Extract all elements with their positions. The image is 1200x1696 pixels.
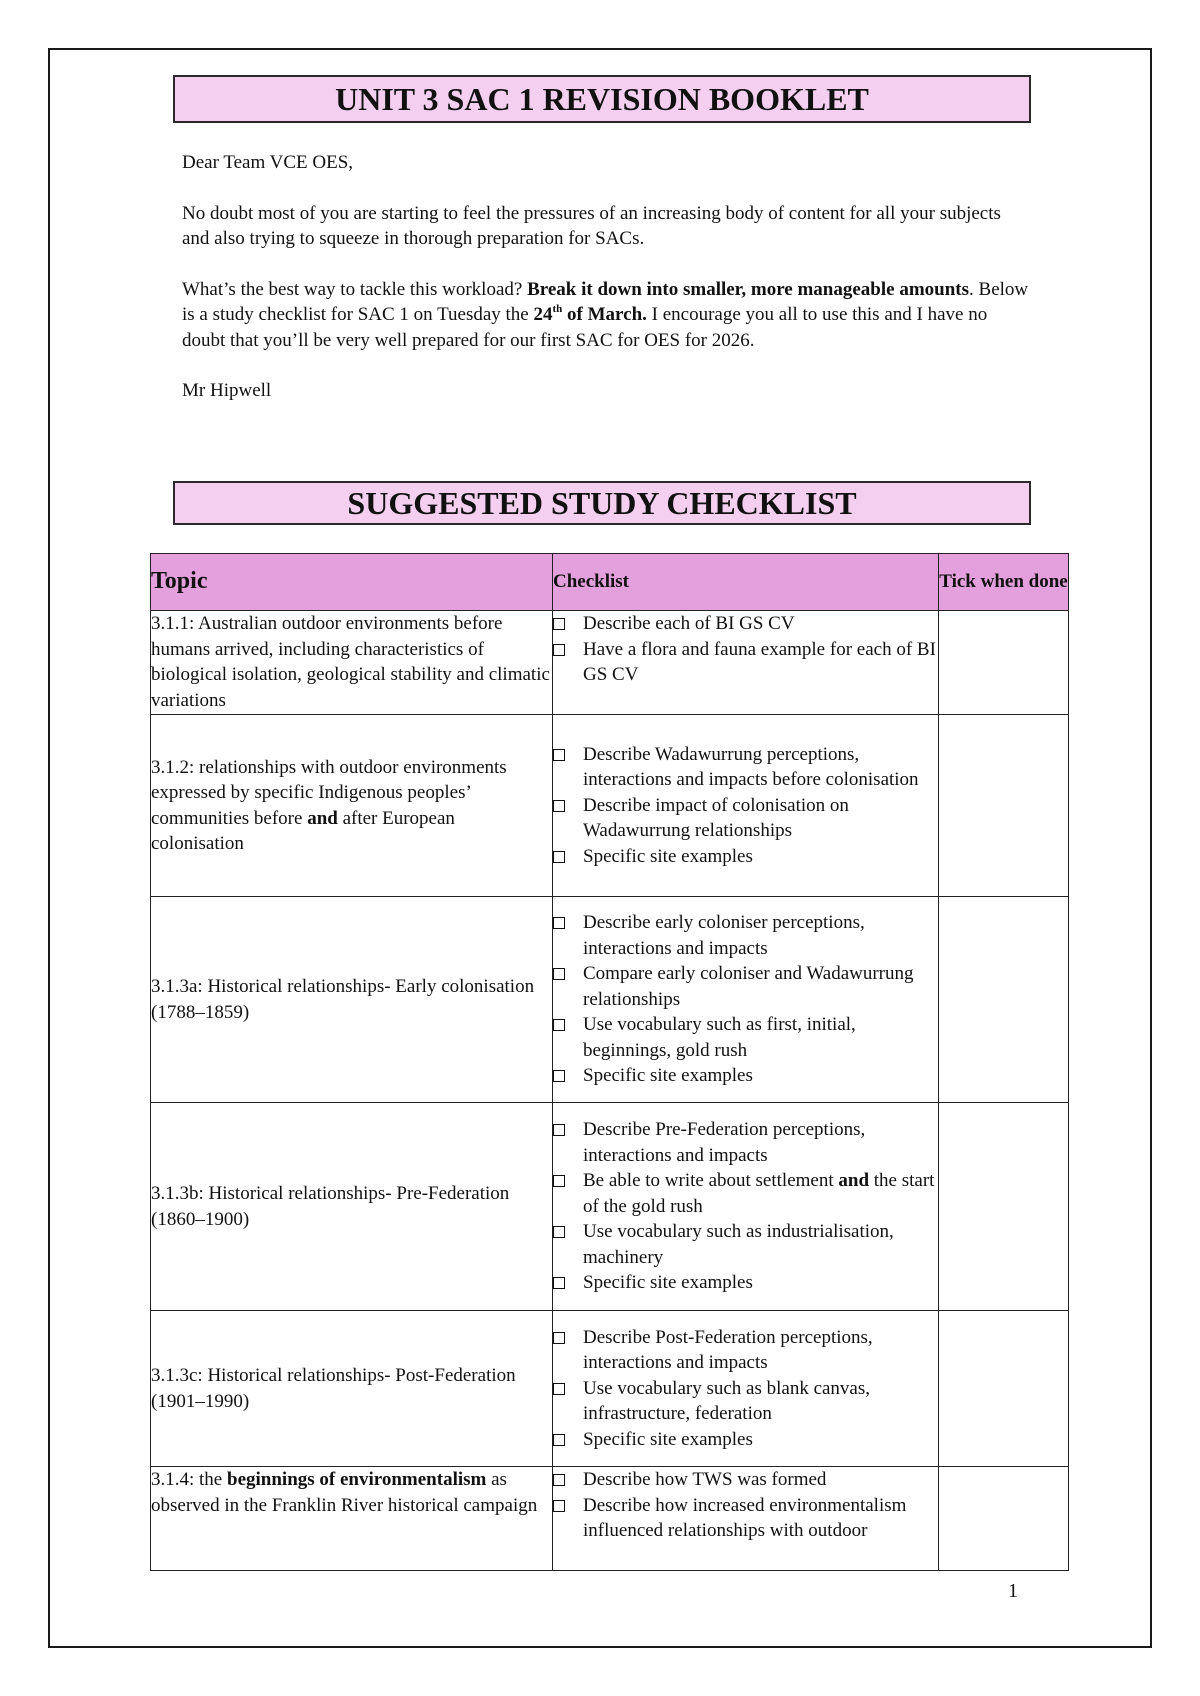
topic-cell: 3.1.3b: Historical relationships- Pre-Federation (1860–1900) bbox=[151, 1103, 553, 1311]
checklist-item bbox=[553, 611, 938, 637]
checklist-item-text: Be able to write about settlement and the start of the gold rush bbox=[583, 1170, 935, 1217]
checklist-item bbox=[553, 1117, 938, 1168]
checklist-cell bbox=[553, 897, 939, 1103]
checklist-item-text: Use vocabulary such as blank canvas, infrastructure, federation bbox=[583, 1377, 871, 1425]
topic-cell: 3.1.1: Australian outdoor environments before humans arrived, including characteristics of biological isolation, geological stability and climatic variations bbox=[151, 611, 553, 715]
checkbox-icon[interactable] bbox=[553, 1175, 565, 1187]
checklist-item bbox=[553, 637, 938, 688]
letter-paragraph-2: What’s the best way to tackle this workload? Break it down into smaller, more manageable amounts. Below is a study checklist for SAC 1 on Tuesday the 24th of March. I encourage you all to use this and I have no doubt that you’ll be very well prepared for our first SAC for OES for 2026. bbox=[182, 278, 1029, 351]
checklist-item bbox=[553, 961, 938, 1012]
checkbox-icon[interactable] bbox=[553, 800, 565, 812]
checklist-cell bbox=[553, 1467, 939, 1571]
checklist-item bbox=[553, 1376, 938, 1427]
booklet-title: UNIT 3 SAC 1 REVISION BOOKLET bbox=[173, 75, 1031, 123]
checkbox-icon[interactable] bbox=[553, 1332, 565, 1344]
letter-paragraph-1: No doubt most of you are starting to feel the pressures of an increasing body of content for all your subjects and also trying to squeeze in thorough preparation for SACs. bbox=[182, 202, 1001, 249]
letter-signoff: Mr Hipwell bbox=[182, 380, 272, 401]
topic-cell: 3.1.2: relationships with outdoor environments expressed by specific Indigenous peoples’ communities before and after European colonisation bbox=[151, 715, 553, 897]
checklist-item-text: Describe each of BI GS CV bbox=[583, 613, 795, 634]
checkbox-icon[interactable] bbox=[553, 1383, 565, 1395]
checklist-item bbox=[553, 793, 938, 844]
checklist-item-text: Use vocabulary such as industrialisation, machinery bbox=[583, 1221, 894, 1268]
checkbox-icon[interactable] bbox=[553, 1019, 565, 1031]
table-row bbox=[151, 1103, 1069, 1311]
tick-cell[interactable] bbox=[939, 1103, 1069, 1311]
checklist-item-text: Compare early coloniser and Wadawurrung relationships bbox=[583, 963, 914, 1010]
checklist-item-text: Specific site examples bbox=[583, 1428, 753, 1450]
checkbox-icon[interactable] bbox=[553, 1500, 565, 1512]
checklist-item-text: Describe how increased environmentalism influenced relationships with outdoor bbox=[583, 1494, 907, 1541]
table-body bbox=[151, 611, 1069, 1571]
tick-cell[interactable] bbox=[939, 897, 1069, 1103]
checklist-item bbox=[553, 1467, 938, 1493]
checklist-cell bbox=[553, 715, 939, 897]
topic-cell: 3.1.4: the beginnings of environmentalism as observed in the Franklin River historical campaign bbox=[151, 1467, 553, 1571]
header-topic: Topic bbox=[151, 554, 553, 611]
checklist-item-text: Describe impact of colonisation on Wadawurrung relationships bbox=[583, 794, 849, 842]
tick-cell[interactable] bbox=[939, 715, 1069, 897]
table-row bbox=[151, 897, 1069, 1103]
checklist-item-text: Describe early coloniser perceptions, interactions and impacts bbox=[583, 912, 865, 959]
checklist-item bbox=[553, 1012, 938, 1063]
checkbox-icon[interactable] bbox=[553, 1226, 565, 1238]
checklist-item bbox=[553, 844, 938, 870]
checklist-item-text: Specific site examples bbox=[583, 845, 753, 867]
checklist-item-text: Describe Wadawurrung perceptions, interactions and impacts before colonisation bbox=[583, 743, 919, 791]
checkbox-icon[interactable] bbox=[553, 917, 565, 929]
checklist-item bbox=[553, 1219, 938, 1270]
checklist-item-text: Describe Pre-Federation perceptions, interactions and impacts bbox=[583, 1119, 866, 1166]
table-row bbox=[151, 715, 1069, 897]
checklist-item bbox=[553, 742, 938, 793]
checklist-cell bbox=[553, 1311, 939, 1467]
checkbox-icon[interactable] bbox=[553, 968, 565, 980]
checklist-cell bbox=[553, 611, 939, 715]
table-row bbox=[151, 1311, 1069, 1467]
checkbox-icon[interactable] bbox=[553, 1277, 565, 1289]
checklist-item bbox=[553, 1493, 938, 1544]
page-number: 1 bbox=[1008, 1580, 1018, 1602]
checklist-item-text: Specific site examples bbox=[583, 1065, 753, 1087]
header-checklist: Checklist bbox=[553, 554, 939, 611]
checkbox-icon[interactable] bbox=[553, 1070, 565, 1082]
checkbox-icon[interactable] bbox=[553, 1124, 565, 1136]
table-row bbox=[151, 1467, 1069, 1571]
checklist-item-text: Describe Post-Federation perceptions, interactions and impacts bbox=[583, 1326, 873, 1374]
table-row bbox=[151, 611, 1069, 715]
tick-cell[interactable] bbox=[939, 1311, 1069, 1467]
checklist-item bbox=[553, 910, 938, 961]
checkbox-icon[interactable] bbox=[553, 851, 565, 863]
header-tick-when-done: Tick when done bbox=[939, 554, 1069, 611]
topic-cell: 3.1.3a: Historical relationships- Early colonisation (1788–1859) bbox=[151, 897, 553, 1103]
checkbox-icon[interactable] bbox=[553, 1434, 565, 1446]
checklist-title: SUGGESTED STUDY CHECKLIST bbox=[173, 481, 1031, 525]
checkbox-icon[interactable] bbox=[553, 749, 565, 761]
letter bbox=[182, 150, 1032, 429]
topic-cell: 3.1.3c: Historical relationships- Post-Federation (1901–1990) bbox=[151, 1311, 553, 1467]
checklist-item-text: Have a flora and fauna example for each of BI GS CV bbox=[583, 638, 936, 685]
study-checklist-table bbox=[150, 553, 1069, 1571]
checklist-item bbox=[553, 1325, 938, 1376]
checklist-item bbox=[553, 1063, 938, 1089]
checklist-item-text: Use vocabulary such as first, initial, beginnings, gold rush bbox=[583, 1014, 856, 1061]
checklist-item-text: Specific site examples bbox=[583, 1272, 753, 1294]
checkbox-icon[interactable] bbox=[553, 1474, 565, 1486]
checkbox-icon[interactable] bbox=[553, 644, 565, 656]
tick-cell[interactable] bbox=[939, 1467, 1069, 1571]
table-header-row bbox=[151, 554, 1069, 611]
checklist-item bbox=[553, 1168, 938, 1219]
letter-greeting: Dear Team VCE OES, bbox=[182, 152, 354, 173]
checklist-item bbox=[553, 1270, 938, 1296]
checklist-item bbox=[553, 1427, 938, 1453]
checkbox-icon[interactable] bbox=[553, 618, 565, 630]
checklist-cell bbox=[553, 1103, 939, 1311]
checklist-item-text: Describe how TWS was formed bbox=[583, 1469, 827, 1490]
tick-cell[interactable] bbox=[939, 611, 1069, 715]
